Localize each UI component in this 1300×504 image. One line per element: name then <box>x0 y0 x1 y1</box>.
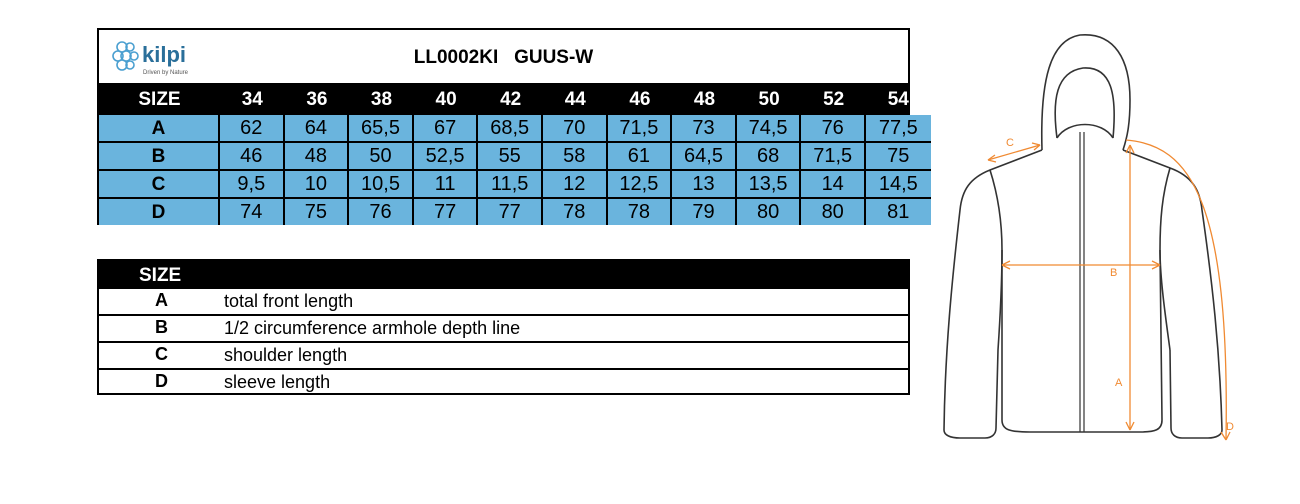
diagram-label-a: A <box>1115 377 1123 389</box>
table-row <box>99 115 918 143</box>
brand-tagline: Driven by Nature <box>143 70 189 76</box>
table-cell: 68 <box>737 143 802 171</box>
size-header-44: 44 <box>564 89 586 110</box>
diagram-labels <box>1006 137 1234 433</box>
table-cell: 10 <box>285 171 350 199</box>
table-cell: 71,5 <box>801 143 866 171</box>
jacket-outline <box>944 35 1222 438</box>
legend-description: sleeve length <box>224 372 331 392</box>
table-cell: 12 <box>543 171 608 199</box>
table-cell: 14 <box>801 171 866 199</box>
table-cell: 13 <box>672 171 737 199</box>
size-header-52: 52 <box>823 89 845 110</box>
legend-description: 1/2 circumference armhole depth line <box>224 318 521 338</box>
size-header-40: 40 <box>435 89 457 110</box>
table-cell: 74,5 <box>737 115 802 143</box>
table-cell: 75 <box>285 199 350 225</box>
legend-header-row <box>99 261 908 287</box>
table-cell: 62 <box>220 115 285 143</box>
table-row <box>99 171 918 199</box>
table-cell: 78 <box>543 199 608 225</box>
size-header-36: 36 <box>306 89 328 110</box>
legend-row <box>99 341 908 368</box>
table-cell: 64,5 <box>672 143 737 171</box>
legend-code: A <box>155 290 168 310</box>
table-cell: 10,5 <box>349 171 414 199</box>
table-cell: 11 <box>414 171 479 199</box>
row-label: C <box>99 171 220 199</box>
row-label: D <box>99 199 220 225</box>
legend-code: D <box>155 371 168 391</box>
table-cell: 12,5 <box>608 171 673 199</box>
table-cell: 81 <box>866 199 931 225</box>
table-cell: 73 <box>672 115 737 143</box>
legend-description: shoulder length <box>224 345 348 365</box>
table-cell: 76 <box>349 199 414 225</box>
diagram-label-b: B <box>1110 267 1118 279</box>
legend-header-label: SIZE <box>139 265 182 286</box>
legend-row <box>99 287 908 314</box>
table-cell: 58 <box>543 143 608 171</box>
size-header-42: 42 <box>500 89 522 110</box>
legend-code: C <box>155 344 168 364</box>
size-header-48: 48 <box>693 89 716 110</box>
legend-row <box>99 368 908 395</box>
table-cell: 65,5 <box>349 115 414 143</box>
sleeve-line-d <box>1126 140 1226 440</box>
measurement-lines <box>988 140 1230 440</box>
size-header-34: 34 <box>241 89 263 110</box>
table-title-row <box>99 30 908 85</box>
brand-name: kilpi <box>142 42 187 67</box>
size-header-46: 46 <box>629 89 651 110</box>
product-title <box>99 47 908 69</box>
measurement-legend-table <box>97 259 910 395</box>
table-cell: 50 <box>349 143 414 171</box>
diagram-label-d: D <box>1226 421 1234 433</box>
shoulder-line-c <box>988 145 1040 160</box>
row-label: B <box>99 143 220 171</box>
size-header-row <box>99 85 908 115</box>
table-cell: 11,5 <box>478 171 543 199</box>
table-cell: 13,5 <box>737 171 802 199</box>
product-name: GUUS-W <box>514 47 594 68</box>
table-cell: 67 <box>414 115 479 143</box>
size-header-label: SIZE <box>138 89 181 110</box>
legend-description: total front length <box>224 291 354 311</box>
size-header-50: 50 <box>758 89 780 110</box>
table-cell: 77 <box>414 199 479 225</box>
table-cell: 79 <box>672 199 737 225</box>
table-cell: 71,5 <box>608 115 673 143</box>
table-cell: 52,5 <box>414 143 479 171</box>
diagram-label-c: C <box>1006 137 1014 149</box>
table-cell: 77,5 <box>866 115 931 143</box>
table-cell: 48 <box>285 143 350 171</box>
product-code: LL0002KI <box>413 47 499 68</box>
table-cell: 80 <box>737 199 802 225</box>
table-cell: 61 <box>608 143 673 171</box>
size-header-38: 38 <box>370 89 393 110</box>
table-cell: 80 <box>801 199 866 225</box>
row-label: A <box>99 115 220 143</box>
table-cell: 70 <box>543 115 608 143</box>
table-cell: 55 <box>478 143 543 171</box>
table-cell: 74 <box>220 199 285 225</box>
table-cell: 14,5 <box>866 171 931 199</box>
table-cell: 76 <box>801 115 866 143</box>
table-row <box>99 143 908 171</box>
size-header-54: 54 <box>887 89 909 110</box>
table-row <box>99 199 908 227</box>
table-cell: 78 <box>608 199 673 225</box>
jacket-measurement-diagram <box>930 20 1260 490</box>
size-chart-table <box>97 28 918 225</box>
table-cell: 9,5 <box>220 171 285 199</box>
table-cell: 75 <box>866 143 931 171</box>
legend-code: B <box>155 317 168 337</box>
table-cell: 46 <box>220 143 285 171</box>
legend-row <box>99 314 908 341</box>
table-cell: 77 <box>478 199 543 225</box>
table-cell: 68,5 <box>478 115 543 143</box>
table-cell: 64 <box>285 115 350 143</box>
